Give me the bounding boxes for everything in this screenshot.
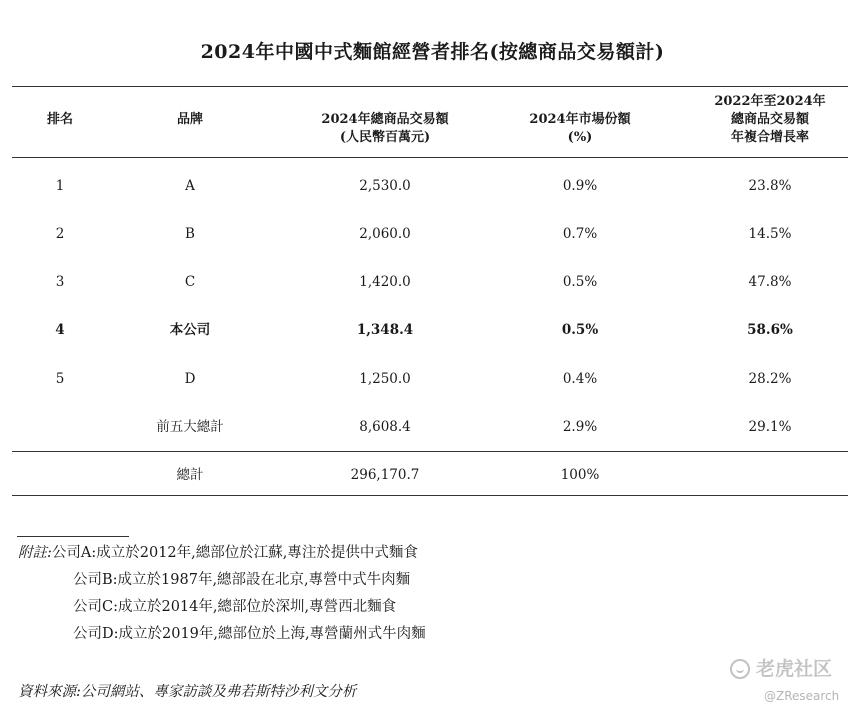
header-share — [505, 111, 655, 147]
cell-brand: 總計 — [176, 467, 204, 483]
cell-brand: 前五大總計 — [156, 419, 224, 435]
table-row-grand-total — [0, 465, 865, 485]
cell-rank: 5 — [55, 371, 65, 387]
header-cagr — [690, 93, 850, 147]
cell-cagr: 58.6% — [747, 322, 793, 338]
cell-brand: D — [184, 371, 196, 387]
total-top-rule — [12, 451, 848, 452]
table-row — [0, 272, 865, 292]
cell-gmv: 1,348.4 — [356, 322, 414, 338]
tiger-logo-icon — [730, 659, 750, 679]
cell-gmv: 1,420.0 — [359, 274, 411, 290]
table-row-top5-total — [0, 417, 865, 437]
cell-share: 100% — [560, 467, 600, 483]
note-company-b: 公司B:成立於1987年,總部設在北京,專營中式牛肉麵 — [73, 572, 411, 588]
cell-brand: 本公司 — [169, 322, 211, 338]
watermark-handle: @ZResearch — [764, 689, 840, 703]
notes-label: 附註: — [18, 545, 52, 561]
header-gmv — [310, 111, 460, 147]
notes-separator — [17, 536, 129, 537]
cell-cagr: 23.8% — [748, 178, 792, 194]
cell-gmv: 296,170.7 — [350, 467, 420, 483]
header-share-line1: 2024年市場份額 — [529, 112, 631, 127]
cell-brand: A — [185, 178, 195, 194]
cell-rank: 2 — [55, 226, 65, 242]
cell-rank: 3 — [55, 274, 65, 290]
cell-share: 2.9% — [562, 419, 598, 435]
header-cagr-line2: 總商品交易額 — [730, 112, 809, 127]
cell-cagr: 47.8% — [748, 274, 792, 290]
table-row-highlight — [0, 320, 865, 340]
header-gmv-line1: 2024年總商品交易額 — [321, 112, 449, 127]
note-company-a: 公司A:成立於2012年,總部位於江蘇,專注於提供中式麵食 — [51, 545, 418, 561]
note-company-d: 公司D:成立於2019年,總部位於上海,專營蘭州式牛肉麵 — [73, 626, 426, 642]
page-title: 2024年中國中式麵館經營者排名(按總商品交易額計) — [200, 41, 665, 63]
cell-gmv: 8,608.4 — [359, 419, 411, 435]
cell-share: 0.4% — [562, 371, 598, 387]
cell-brand: C — [184, 274, 196, 290]
cell-share: 0.5% — [561, 322, 599, 338]
table-row — [0, 369, 865, 389]
header-brand: 品牌 — [176, 112, 203, 127]
cell-gmv: 2,060.0 — [359, 226, 411, 242]
header-rank: 排名 — [46, 112, 73, 127]
cell-rank: 4 — [55, 322, 65, 338]
header-gmv-line2: (人民幣百萬元) — [339, 130, 431, 145]
header-cagr-line3: 年複合增長率 — [730, 130, 809, 145]
note-company-c: 公司C:成立於2014年,總部位於深圳,專營西北麵食 — [73, 599, 397, 615]
watermark-text: 老虎社区 — [756, 658, 833, 680]
note-line — [18, 543, 418, 563]
header-cagr-line1: 2022年至2024年 — [714, 94, 826, 109]
cell-gmv: 1,250.0 — [359, 371, 411, 387]
header-share-line2: (%) — [567, 130, 593, 145]
cell-cagr: 28.2% — [748, 371, 792, 387]
cell-rank: 1 — [55, 178, 65, 194]
cell-cagr: 14.5% — [748, 226, 792, 242]
header-bottom-rule — [12, 157, 848, 158]
watermark — [730, 654, 832, 681]
cell-brand: B — [185, 226, 195, 242]
cell-share: 0.9% — [562, 178, 598, 194]
cell-share: 0.7% — [562, 226, 598, 242]
cell-share: 0.5% — [562, 274, 598, 290]
cell-cagr: 29.1% — [748, 419, 792, 435]
source-note: 資料來源:公司網站、專家訪談及弗若斯特沙利文分析 — [18, 684, 357, 700]
table-top-rule — [12, 86, 848, 87]
table-row — [0, 224, 865, 244]
table-bottom-rule — [12, 495, 848, 496]
cell-gmv: 2,530.0 — [359, 178, 411, 194]
table-row — [0, 176, 865, 196]
